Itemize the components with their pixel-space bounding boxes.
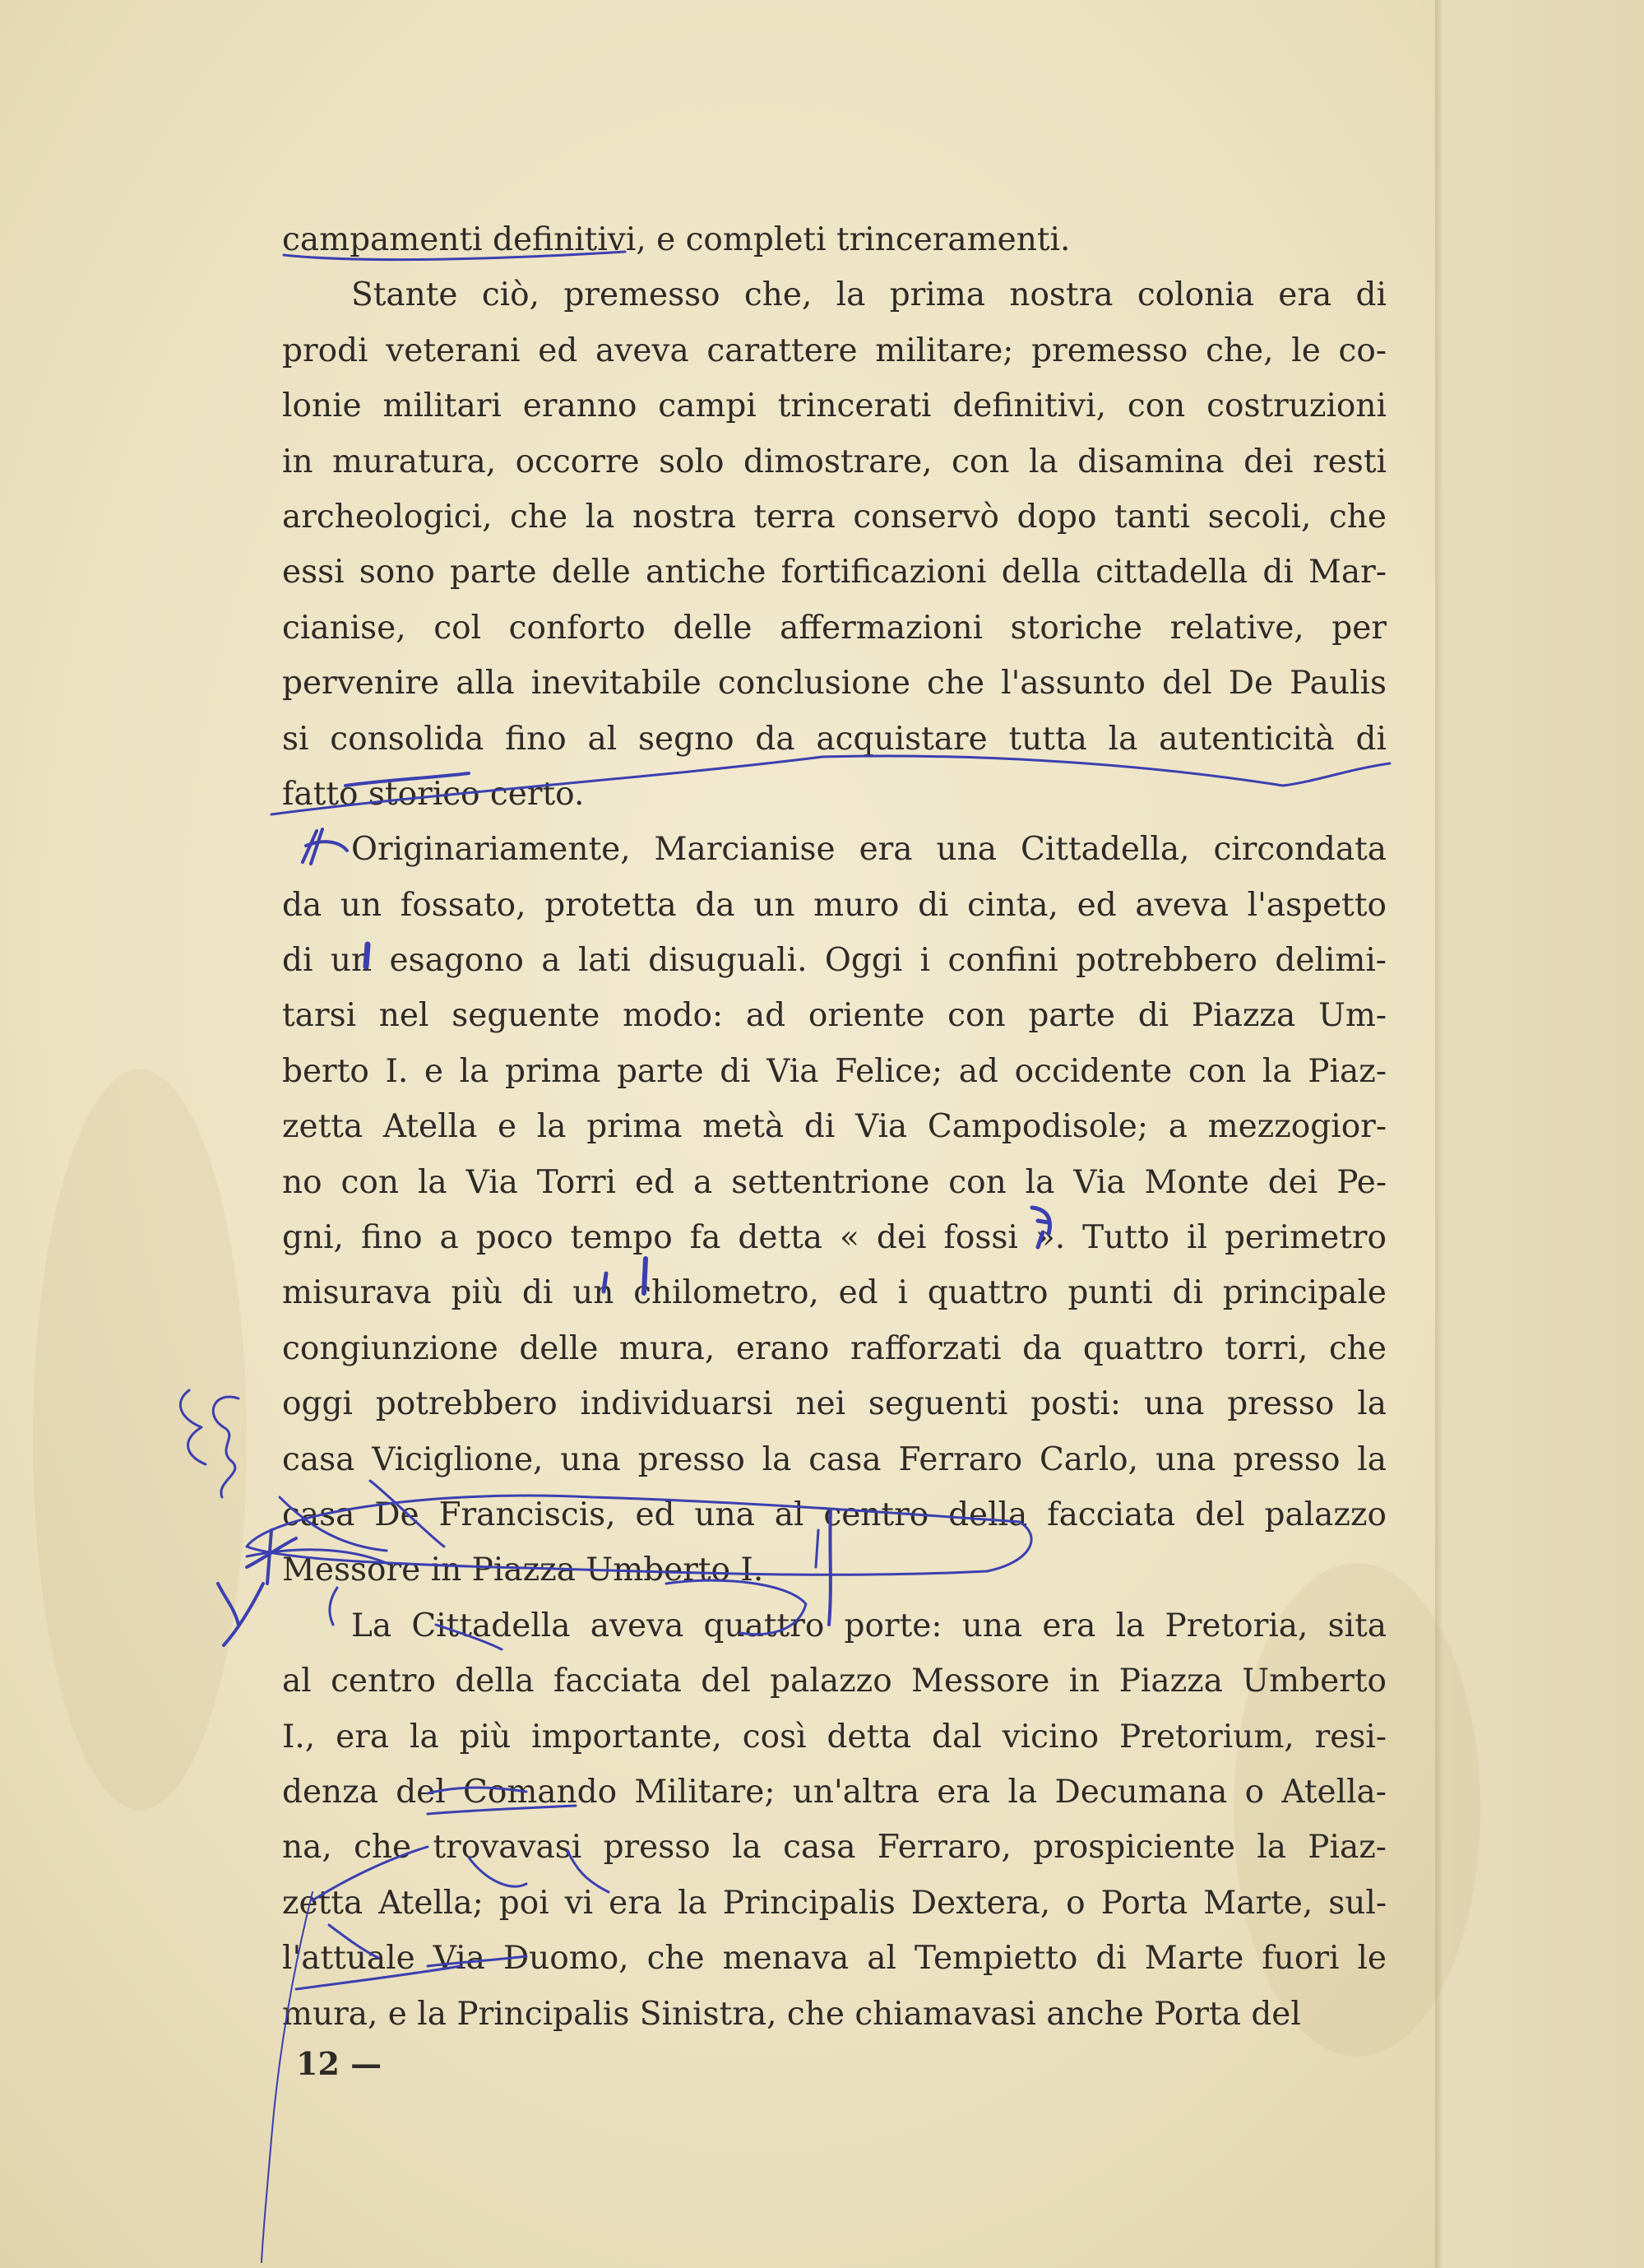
text-line: Stante ciò, premesso che, la prima nostra colonia era di [351,276,1387,314]
text-line: oggi potrebbero individuarsi nei seguenti posti: una presso la [282,1385,1387,1423]
text-line: essi sono parte delle antiche fortificazioni della cittadella di Mar- [282,554,1387,591]
text-line: Originariamente, Marcianise era una Cittadella, circondata [351,831,1387,869]
text-line: I., era la più importante, così detta dal vicino Pretorium, resi- [282,1718,1387,1755]
text-line: al centro della facciata del palazzo Messore in Piazza Umberto [282,1663,1387,1700]
text-line: di un esagono a lati disuguali. Oggi i confini potrebbero delimi- [282,942,1387,980]
text-line: Messore in Piazza Umberto I. [282,1551,764,1589]
text-line: na, che trovavasi presso la casa Ferraro, prospiciente la Piaz- [282,1829,1387,1867]
text-line: si consolida fino al segno da acquistare tutta la autenticità di [282,720,1387,758]
paragraph [282,267,1387,822]
text-line: tarsi nel seguente modo: ad oriente con parte di Piazza Um- [282,997,1387,1035]
text-line: casa De Franciscis, ed una al centro della facciata del palazzo [282,1496,1387,1533]
page-number: 12 — [296,2045,382,2082]
text-line: misurava più di un chilometro, ed i quattro punti di principale [282,1274,1387,1312]
paragraph [282,212,1387,267]
text-line: congiunzione delle mura, erano rafforzati da quattro torri, che [282,1329,1387,1367]
text-line: fatto storico certo. [282,775,585,813]
body-text [282,212,1387,2042]
text-line: no con la Via Torri ed a settentrione con la Via Monte dei Pe- [282,1163,1387,1201]
paragraph [282,1598,1387,2042]
paragraph [282,822,1387,1598]
text-line: casa Viciglione, una presso la casa Ferraro Carlo, una presso la [282,1440,1387,1478]
text-line: l'attuale Via Duomo, che menava al Tempietto di Marte fuori le [282,1940,1387,1978]
text-line: da un fossato, protetta da un muro di cinta, ed aveva l'aspetto [282,886,1387,924]
text-line: zetta Atella; poi vi era la Principalis Dextera, o Porta Marte, sul- [282,1884,1387,1922]
text-line: mura, e la Principalis Sinistra, che chiamavasi anche Porta del [282,1995,1301,2033]
paper-stain [33,1069,247,1810]
text-line: in muratura, occorre solo dimostrare, con la disamina dei resti [282,443,1387,480]
text-line: pervenire alla inevitabile conclusione che l'assunto del De Paulis [282,665,1387,703]
text-line: prodi veterani ed aveva carattere militare; premesso che, le co- [282,332,1387,369]
text-line: gni, fino a poco tempo fa detta « dei fossi ». Tutto il perimetro [282,1219,1387,1257]
text-line: La Cittadella aveva quattro porte: una era la Pretoria, sita [351,1607,1387,1644]
text-line: campamenti definitivi, e completi trinceramenti. [282,221,1071,258]
text-line: archeologici, che la nostra terra conservò dopo tanti secoli, che [282,498,1387,536]
text-line: denza del Comando Militare; un'altra era la Decumana o Atella- [282,1773,1387,1811]
text-line: cianise, col conforto delle affermazioni storiche relative, per [282,609,1387,647]
text-line: zetta Atella e la prima metà di Via Campodisole; a mezzogior- [282,1108,1387,1146]
text-line: lonie militari eranno campi trincerati definitivi, con costruzioni [282,387,1387,425]
text-line: berto I. e la prima parte di Via Felice; ad occidente con la Piaz- [282,1052,1387,1090]
page-edge [1435,0,1644,2268]
